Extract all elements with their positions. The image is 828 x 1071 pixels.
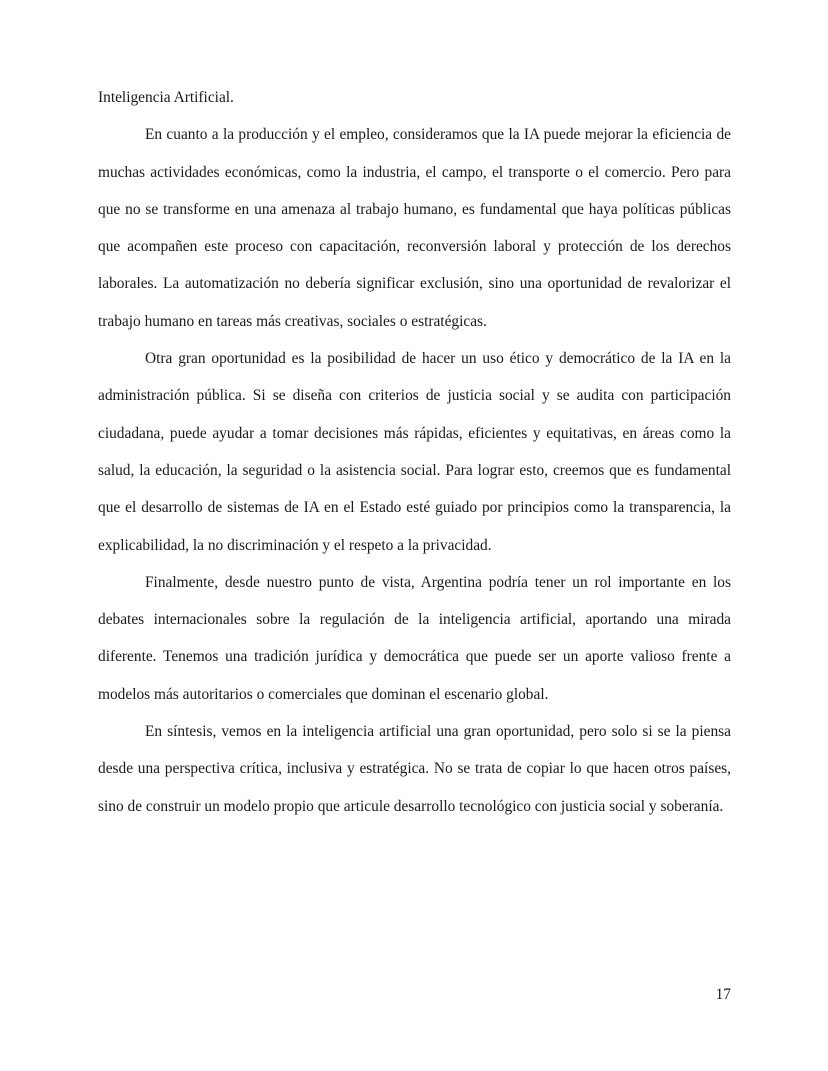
paragraph-international-debates: Finalmente, desde nuestro punto de vista, Argentina podría tener un rol importante en los debates internacionales sobre la regulación de la inteligencia artificial, aportando una mirada diferente. Tenemos una tradición jurídica y democrática que puede ser un aporte valioso frente a modelos más autoritarios o comerciales que dominan el escenario global.	[98, 573, 731, 703]
paragraph-public-administration: Otra gran oportunidad es la posibilidad de hacer un uso ético y democrático de la IA en la administración pública. Si se diseña con criterios de justicia social y se audita con participación ciudadana, puede ayudar a tomar decisiones más rápidas, eficientes y equitativas, en áreas como la salud, la educación, la seguridad o la asistencia social. Para lograr esto, creemos que es fundamental que el desarrollo de sistemas de IA en el Estado esté guiado por principios como la transparencia, la explicabilidad, la no discriminación y el respeto a la privacidad.	[98, 350, 731, 554]
paragraph-continuation: Inteligencia Artificial.	[98, 89, 234, 106]
body-text	[98, 79, 731, 825]
page-number: 17	[715, 986, 731, 1003]
paragraph-production-employment: En cuanto a la producción y el empleo, consideramos que la IA puede mejorar la eficiencia de muchas actividades económicas, como la industria, el campo, el transporte o el comercio. Pero para que no se transforme en una amenaza al trabajo humano, es fundamental que haya políticas públicas que acompañen este proceso con capacitación, reconversión laboral y protección de los derechos laborales. La automatización no debería significar exclusión, sino una oportunidad de revalorizar el trabajo humano en tareas más creativas, sociales o estratégicas.	[98, 126, 731, 330]
paragraph-synthesis: En síntesis, vemos en la inteligencia artificial una gran oportunidad, pero solo si se la piensa desde una perspectiva crítica, inclusiva y estratégica. No se trata de copiar lo que hacen otros países, sino de construir un modelo propio que articule desarrollo tecnológico con justicia social y soberanía.	[98, 723, 731, 815]
